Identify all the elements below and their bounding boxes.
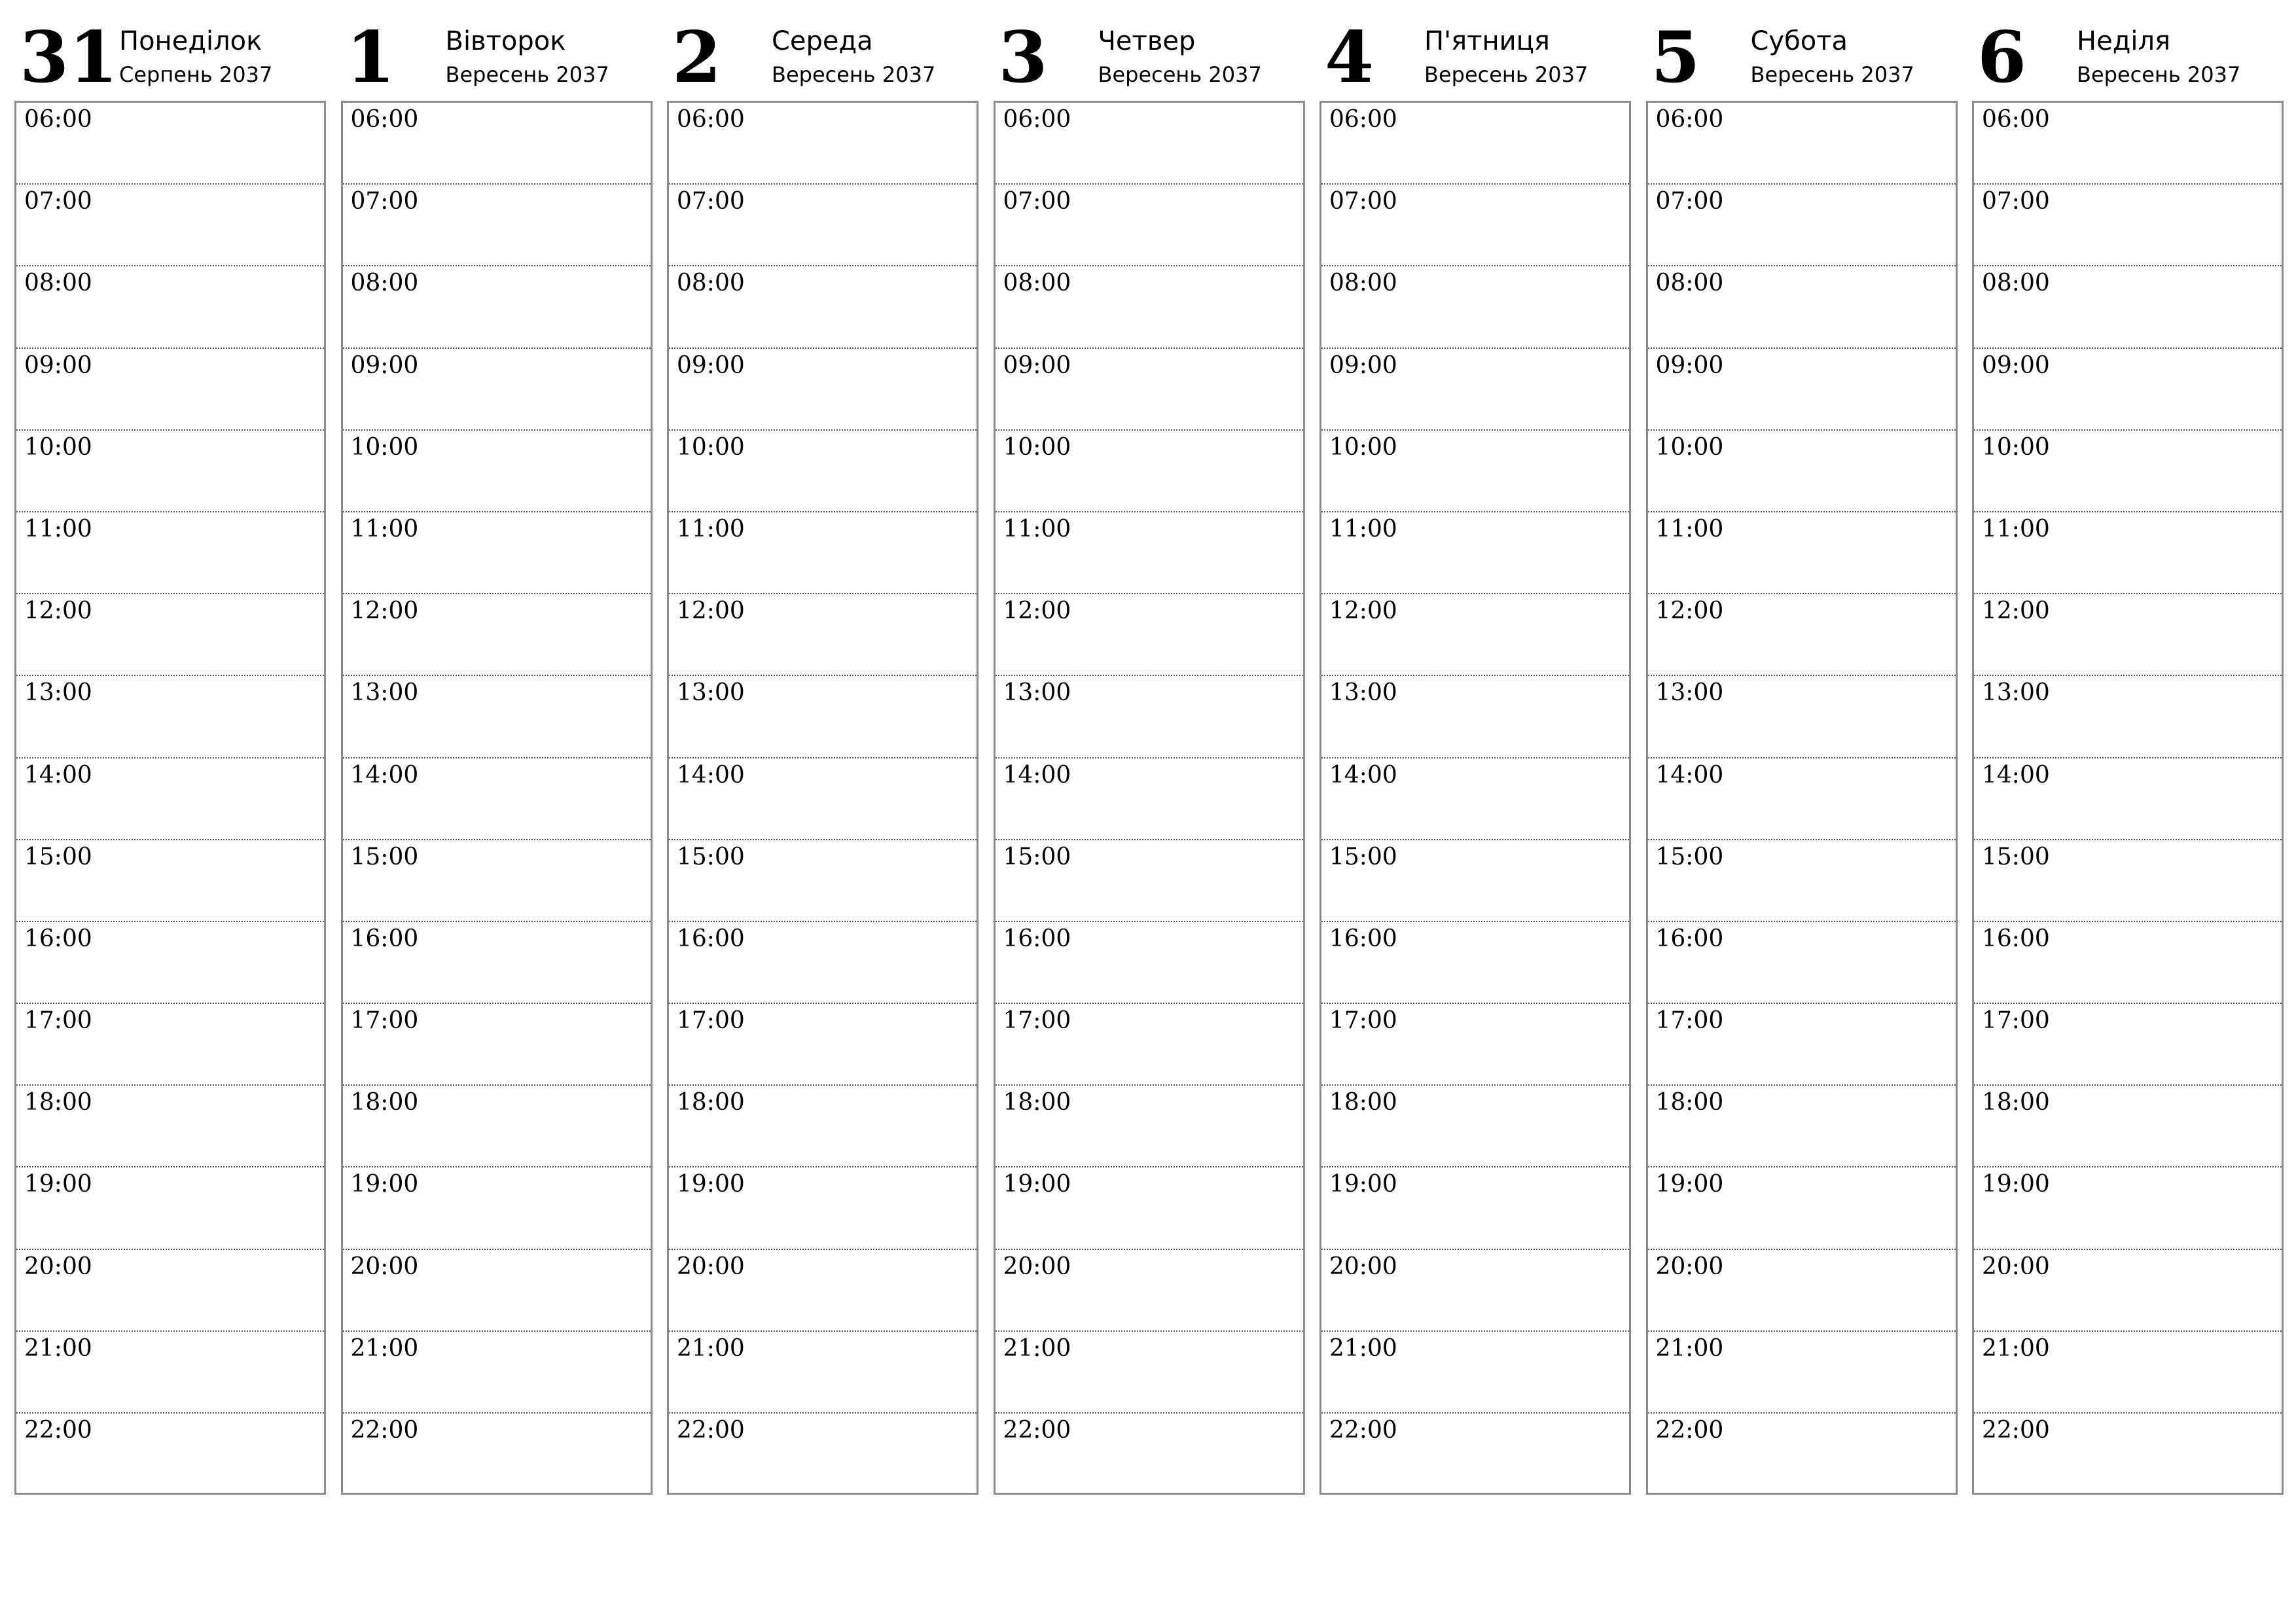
time-label: 07:00 [350, 188, 419, 215]
time-slot[interactable] [996, 758, 1303, 840]
time-slot[interactable] [16, 431, 324, 512]
time-label: 13:00 [350, 679, 419, 707]
time-label: 06:00 [677, 106, 745, 133]
time-slot[interactable] [16, 1086, 324, 1168]
time-label: 16:00 [24, 925, 92, 952]
time-slot[interactable] [1974, 431, 2282, 512]
time-label: 14:00 [350, 761, 419, 789]
day-column [667, 0, 980, 1499]
time-slot[interactable] [996, 1414, 1303, 1495]
time-slot[interactable] [343, 1004, 651, 1086]
time-slot[interactable] [996, 512, 1303, 594]
time-slot[interactable] [669, 103, 977, 185]
day-name: Субота [1750, 26, 1848, 56]
day-schedule-box [14, 101, 326, 1495]
time-slot[interactable] [1974, 1086, 2282, 1168]
day-header [994, 0, 1306, 101]
time-label: 11:00 [350, 515, 419, 543]
time-label: 10:00 [1003, 433, 1071, 461]
time-slot[interactable] [1648, 594, 1956, 676]
time-slot[interactable] [996, 676, 1303, 758]
time-label: 07:00 [24, 188, 92, 215]
time-label: 12:00 [24, 597, 92, 625]
time-label: 15:00 [24, 843, 92, 870]
time-label: 11:00 [1982, 515, 2050, 543]
time-label: 22:00 [24, 1417, 92, 1444]
time-label: 08:00 [1655, 270, 1724, 297]
time-label: 10:00 [677, 433, 745, 461]
time-slot[interactable] [1648, 922, 1956, 1004]
time-label: 22:00 [1003, 1417, 1071, 1444]
time-label: 12:00 [1003, 597, 1071, 625]
time-slot[interactable] [1648, 512, 1956, 594]
time-label: 22:00 [1329, 1417, 1397, 1444]
time-label: 16:00 [1329, 925, 1397, 952]
time-slot[interactable] [1321, 1250, 1629, 1332]
time-label: 22:00 [350, 1417, 419, 1444]
time-label: 21:00 [1655, 1334, 1724, 1362]
day-schedule-box [994, 101, 1305, 1495]
day-schedule-box [1972, 101, 2284, 1495]
day-month-year: Вересень 2037 [445, 62, 609, 87]
time-slot[interactable] [1648, 840, 1956, 922]
time-label: 06:00 [24, 106, 92, 133]
time-label: 20:00 [1655, 1253, 1724, 1280]
time-label: 11:00 [1329, 515, 1397, 543]
day-header [14, 0, 327, 101]
time-label: 13:00 [1329, 679, 1397, 707]
time-slot[interactable] [1321, 185, 1629, 266]
time-label: 11:00 [1003, 515, 1071, 543]
time-slot[interactable] [1648, 266, 1956, 348]
time-label: 18:00 [1655, 1089, 1724, 1116]
time-slot[interactable] [1321, 266, 1629, 348]
time-label: 17:00 [24, 1007, 92, 1035]
time-label: 11:00 [24, 515, 92, 543]
time-slot[interactable] [1321, 1332, 1629, 1414]
time-slot[interactable] [1974, 676, 2282, 758]
time-label: 13:00 [1982, 679, 2050, 707]
time-label: 09:00 [1329, 351, 1397, 379]
time-label: 10:00 [1655, 433, 1724, 461]
day-schedule-box [1646, 101, 1958, 1495]
time-label: 18:00 [24, 1089, 92, 1116]
time-slot[interactable] [16, 1414, 324, 1495]
time-slot[interactable] [1648, 185, 1956, 266]
time-label: 11:00 [677, 515, 745, 543]
time-slot[interactable] [16, 1332, 324, 1414]
time-slot[interactable] [16, 185, 324, 266]
time-slot[interactable] [1974, 1414, 2282, 1495]
time-slot[interactable] [343, 185, 651, 266]
time-label: 13:00 [24, 679, 92, 707]
time-slot[interactable] [669, 1004, 977, 1086]
time-slot[interactable] [16, 676, 324, 758]
time-slot[interactable] [1974, 266, 2282, 348]
time-label: 12:00 [1655, 597, 1724, 625]
time-slot[interactable] [343, 103, 651, 185]
time-slot[interactable] [1974, 758, 2282, 840]
day-number: 5 [1651, 16, 1700, 99]
time-label: 18:00 [1003, 1089, 1071, 1116]
time-slot[interactable] [996, 922, 1303, 1004]
time-label: 12:00 [677, 597, 745, 625]
time-slot[interactable] [16, 922, 324, 1004]
time-slot[interactable] [1648, 1332, 1956, 1414]
day-number: 6 [1977, 16, 2027, 99]
time-slot[interactable] [16, 349, 324, 431]
time-label: 09:00 [350, 351, 419, 379]
time-label: 08:00 [350, 270, 419, 297]
time-label: 21:00 [1982, 1334, 2050, 1362]
time-slot[interactable] [1321, 103, 1629, 185]
time-slot[interactable] [16, 1250, 324, 1332]
time-slot[interactable] [16, 103, 324, 185]
time-label: 20:00 [350, 1253, 419, 1280]
time-label: 06:00 [1982, 106, 2050, 133]
time-slot[interactable] [1648, 1250, 1956, 1332]
time-slot[interactable] [343, 594, 651, 676]
time-slot[interactable] [1321, 758, 1629, 840]
time-slot[interactable] [669, 349, 977, 431]
time-label: 21:00 [24, 1334, 92, 1362]
day-number: 4 [1325, 16, 1374, 99]
time-label: 09:00 [1982, 351, 2050, 379]
time-label: 19:00 [1655, 1171, 1724, 1198]
time-label: 19:00 [1329, 1171, 1397, 1198]
time-label: 15:00 [1003, 843, 1071, 870]
time-slot[interactable] [16, 512, 324, 594]
time-label: 16:00 [677, 925, 745, 952]
time-label: 13:00 [677, 679, 745, 707]
time-label: 22:00 [1655, 1417, 1724, 1444]
time-label: 16:00 [350, 925, 419, 952]
time-label: 06:00 [1329, 106, 1397, 133]
day-column [1972, 0, 2285, 1499]
time-slot[interactable] [996, 1250, 1303, 1332]
day-column [994, 0, 1306, 1499]
day-number: 31 [20, 16, 118, 99]
day-header [667, 0, 980, 101]
time-slot[interactable] [343, 1332, 651, 1414]
time-label: 20:00 [677, 1253, 745, 1280]
time-slot[interactable] [1321, 594, 1629, 676]
time-slot[interactable] [343, 266, 651, 348]
time-label: 10:00 [1329, 433, 1397, 461]
time-slot[interactable] [996, 1004, 1303, 1086]
time-label: 15:00 [677, 843, 745, 870]
time-label: 16:00 [1655, 925, 1724, 952]
time-slot[interactable] [343, 431, 651, 512]
time-label: 18:00 [1982, 1089, 2050, 1116]
day-month-year: Вересень 2037 [1424, 62, 1588, 87]
time-slot[interactable] [1648, 103, 1956, 185]
time-slot[interactable] [1648, 758, 1956, 840]
time-slot[interactable] [996, 185, 1303, 266]
time-label: 08:00 [1329, 270, 1397, 297]
time-slot[interactable] [1974, 922, 2282, 1004]
day-number: 1 [346, 16, 395, 99]
time-slot[interactable] [1974, 594, 2282, 676]
time-slot[interactable] [996, 840, 1303, 922]
time-label: 07:00 [1982, 188, 2050, 215]
time-label: 15:00 [350, 843, 419, 870]
time-slot[interactable] [1321, 1086, 1629, 1168]
time-label: 14:00 [677, 761, 745, 789]
day-month-year: Вересень 2037 [1750, 62, 1914, 87]
time-label: 14:00 [1655, 761, 1724, 789]
time-slot[interactable] [1321, 1004, 1629, 1086]
day-schedule-box [667, 101, 978, 1495]
time-slot[interactable] [343, 922, 651, 1004]
time-label: 22:00 [677, 1417, 745, 1444]
time-label: 16:00 [1982, 925, 2050, 952]
time-slot[interactable] [669, 431, 977, 512]
time-slot[interactable] [996, 431, 1303, 512]
time-slot[interactable] [996, 1168, 1303, 1249]
time-slot[interactable] [1321, 840, 1629, 922]
time-label: 19:00 [24, 1171, 92, 1198]
day-name: П'ятниця [1424, 26, 1550, 56]
time-label: 20:00 [1003, 1253, 1071, 1280]
time-label: 17:00 [1329, 1007, 1397, 1035]
time-label: 21:00 [1329, 1334, 1397, 1362]
time-label: 15:00 [1982, 843, 2050, 870]
time-slot[interactable] [1648, 1414, 1956, 1495]
time-label: 21:00 [677, 1334, 745, 1362]
time-label: 14:00 [1982, 761, 2050, 789]
time-slot[interactable] [343, 1168, 651, 1249]
time-slot[interactable] [1974, 1332, 2282, 1414]
time-label: 19:00 [350, 1171, 419, 1198]
time-label: 19:00 [1003, 1171, 1071, 1198]
time-slot[interactable] [16, 1004, 324, 1086]
time-slot[interactable] [1321, 349, 1629, 431]
day-month-year: Вересень 2037 [772, 62, 936, 87]
time-slot[interactable] [16, 840, 324, 922]
day-name: Середа [772, 26, 873, 56]
time-label: 06:00 [1655, 106, 1724, 133]
time-label: 13:00 [1655, 679, 1724, 707]
time-label: 10:00 [350, 433, 419, 461]
time-slot[interactable] [343, 676, 651, 758]
time-slot[interactable] [996, 349, 1303, 431]
time-slot[interactable] [1321, 676, 1629, 758]
time-slot[interactable] [996, 103, 1303, 185]
time-label: 08:00 [677, 270, 745, 297]
time-slot[interactable] [669, 1250, 977, 1332]
time-slot[interactable] [669, 1332, 977, 1414]
time-slot[interactable] [669, 185, 977, 266]
time-label: 21:00 [350, 1334, 419, 1362]
time-slot[interactable] [996, 1086, 1303, 1168]
time-label: 11:00 [1655, 515, 1724, 543]
time-slot[interactable] [996, 594, 1303, 676]
time-label: 12:00 [350, 597, 419, 625]
time-slot[interactable] [669, 266, 977, 348]
time-slot[interactable] [669, 512, 977, 594]
day-number: 2 [672, 16, 722, 99]
time-label: 17:00 [1655, 1007, 1724, 1035]
time-slot[interactable] [996, 1332, 1303, 1414]
time-slot[interactable] [343, 1414, 651, 1495]
time-slot[interactable] [343, 1250, 651, 1332]
time-label: 10:00 [1982, 433, 2050, 461]
time-label: 21:00 [1003, 1334, 1071, 1362]
day-header [1972, 0, 2285, 101]
time-label: 19:00 [677, 1171, 745, 1198]
day-column [1319, 0, 1632, 1499]
time-slot[interactable] [16, 266, 324, 348]
day-schedule-box [1319, 101, 1631, 1495]
time-label: 18:00 [677, 1089, 745, 1116]
time-slot[interactable] [669, 758, 977, 840]
time-slot[interactable] [669, 1168, 977, 1249]
time-label: 14:00 [1003, 761, 1071, 789]
time-slot[interactable] [1974, 1004, 2282, 1086]
time-label: 18:00 [350, 1089, 419, 1116]
day-name: Четвер [1098, 26, 1196, 56]
time-slot[interactable] [1321, 512, 1629, 594]
time-slot[interactable] [16, 1168, 324, 1249]
time-label: 16:00 [1003, 925, 1071, 952]
time-label: 07:00 [1329, 188, 1397, 215]
time-slot[interactable] [669, 1414, 977, 1495]
time-slot[interactable] [1974, 185, 2282, 266]
time-label: 09:00 [1655, 351, 1724, 379]
time-label: 10:00 [24, 433, 92, 461]
time-slot[interactable] [1648, 349, 1956, 431]
time-slot[interactable] [1648, 431, 1956, 512]
time-slot[interactable] [343, 1086, 651, 1168]
time-slot[interactable] [1974, 103, 2282, 185]
time-label: 19:00 [1982, 1171, 2050, 1198]
day-header [1646, 0, 1959, 101]
time-slot[interactable] [1974, 512, 2282, 594]
day-month-year: Серпень 2037 [119, 62, 273, 87]
time-slot[interactable] [669, 840, 977, 922]
time-label: 09:00 [677, 351, 745, 379]
time-label: 22:00 [1982, 1417, 2050, 1444]
time-label: 07:00 [1003, 188, 1071, 215]
time-label: 15:00 [1655, 843, 1724, 870]
time-label: 15:00 [1329, 843, 1397, 870]
time-label: 08:00 [1003, 270, 1071, 297]
time-label: 20:00 [24, 1253, 92, 1280]
time-label: 06:00 [1003, 106, 1071, 133]
time-slot[interactable] [1648, 1168, 1956, 1249]
time-label: 17:00 [350, 1007, 419, 1035]
time-label: 09:00 [24, 351, 92, 379]
day-name: Неділя [2077, 26, 2171, 56]
time-label: 07:00 [1655, 188, 1724, 215]
day-month-year: Вересень 2037 [1098, 62, 1262, 87]
time-label: 20:00 [1329, 1253, 1397, 1280]
time-slot[interactable] [669, 922, 977, 1004]
time-label: 20:00 [1982, 1253, 2050, 1280]
day-schedule-box [341, 101, 653, 1495]
time-slot[interactable] [669, 676, 977, 758]
time-slot[interactable] [1974, 840, 2282, 922]
time-slot[interactable] [1974, 1168, 2282, 1249]
time-slot[interactable] [343, 349, 651, 431]
time-slot[interactable] [16, 758, 324, 840]
time-slot[interactable] [1321, 431, 1629, 512]
time-label: 14:00 [1329, 761, 1397, 789]
time-label: 12:00 [1982, 597, 2050, 625]
time-slot[interactable] [669, 594, 977, 676]
day-header [341, 0, 654, 101]
time-label: 17:00 [1982, 1007, 2050, 1035]
time-slot[interactable] [1321, 922, 1629, 1004]
time-slot[interactable] [16, 594, 324, 676]
time-slot[interactable] [343, 512, 651, 594]
day-number: 3 [998, 16, 1048, 99]
time-slot[interactable] [1648, 1004, 1956, 1086]
day-column [14, 0, 327, 1499]
time-label: 08:00 [24, 270, 92, 297]
day-month-year: Вересень 2037 [2077, 62, 2241, 87]
time-slot[interactable] [669, 1086, 977, 1168]
time-label: 09:00 [1003, 351, 1071, 379]
time-slot[interactable] [343, 758, 651, 840]
time-slot[interactable] [343, 840, 651, 922]
time-label: 06:00 [350, 106, 419, 133]
time-slot[interactable] [1321, 1168, 1629, 1249]
time-label: 07:00 [677, 188, 745, 215]
time-slot[interactable] [1648, 676, 1956, 758]
time-label: 08:00 [1982, 270, 2050, 297]
time-label: 14:00 [24, 761, 92, 789]
time-slot[interactable] [1321, 1414, 1629, 1495]
day-column [1646, 0, 1959, 1499]
time-slot[interactable] [1648, 1086, 1956, 1168]
time-slot[interactable] [1974, 1250, 2282, 1332]
day-column [341, 0, 654, 1499]
time-label: 13:00 [1003, 679, 1071, 707]
time-label: 18:00 [1329, 1089, 1397, 1116]
time-label: 12:00 [1329, 597, 1397, 625]
time-slot[interactable] [1974, 349, 2282, 431]
day-name: Понеділок [119, 26, 262, 56]
time-label: 17:00 [1003, 1007, 1071, 1035]
day-header [1319, 0, 1632, 101]
time-label: 17:00 [677, 1007, 745, 1035]
time-slot[interactable] [996, 266, 1303, 348]
day-name: Вівторок [445, 26, 566, 56]
